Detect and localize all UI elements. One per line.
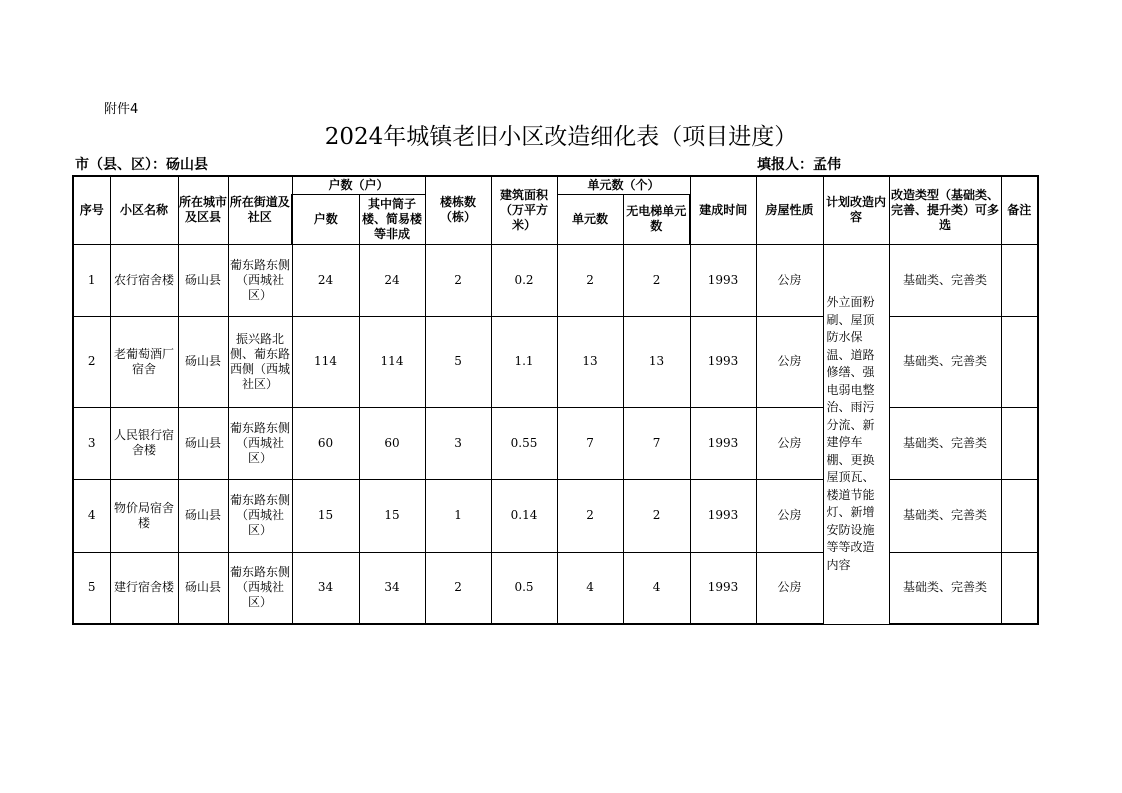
header-units-noelev: 无电梯单元数: [623, 194, 690, 244]
cell-buildings: 3: [425, 407, 491, 479]
header-units: 单元数（个）: [557, 176, 690, 194]
cell-area: 0.2: [491, 244, 557, 316]
cell-remark: [1001, 552, 1038, 624]
cell-seq: 1: [73, 244, 110, 316]
city-label: 市（县、区）：砀山县: [75, 157, 208, 173]
cell-remark: [1001, 316, 1038, 407]
header-street: 所在街道及社区: [228, 176, 292, 244]
cell-households-sub: 60: [359, 407, 425, 479]
table-row: [73, 479, 1038, 552]
cell-property: 公房: [756, 316, 823, 407]
header-households-total: 户数: [292, 194, 359, 244]
cell-buildings: 2: [425, 244, 491, 316]
header-row-1: [73, 176, 1038, 194]
cell-units: 7: [557, 407, 623, 479]
cell-remark: [1001, 479, 1038, 552]
cell-buildings: 5: [425, 316, 491, 407]
cell-area: 0.55: [491, 407, 557, 479]
header-name: 小区名称: [110, 176, 178, 244]
cell-county: 砀山县: [178, 552, 228, 624]
table-row: [73, 244, 1038, 316]
header-seq: 序号: [73, 176, 110, 244]
cell-plan: 外立面粉刷、屋顶防水保温、道路修缮、强电弱电整治、雨污分流、新建停车棚、更换屋顶瓦、楼道节能灯、新增安防设施等等改造内容: [823, 244, 889, 624]
cell-year: 1993: [690, 407, 756, 479]
cell-units: 13: [557, 316, 623, 407]
cell-households: 114: [292, 316, 359, 407]
cell-name: 建行宿舍楼: [110, 552, 178, 624]
header-county: 所在城市及区县: [178, 176, 228, 244]
cell-type: 基础类、完善类: [889, 479, 1001, 552]
header-plan: 计划改造内容: [823, 176, 889, 244]
cell-units-noelev: 7: [623, 407, 690, 479]
cell-seq: 2: [73, 316, 110, 407]
header-buildings: 楼栋数（栋）: [425, 176, 491, 244]
header-area: 建筑面积（万平方米）: [491, 176, 557, 244]
cell-area: 0.5: [491, 552, 557, 624]
cell-street: 葡东路东侧（西城社区）: [228, 552, 292, 624]
cell-seq: 3: [73, 407, 110, 479]
cell-name: 农行宿舍楼: [110, 244, 178, 316]
cell-remark: [1001, 407, 1038, 479]
cell-street: 葡东路东侧（西城社区）: [228, 407, 292, 479]
cell-households-sub: 24: [359, 244, 425, 316]
renovation-table: [72, 175, 1039, 625]
table-row: [73, 407, 1038, 479]
cell-year: 1993: [690, 552, 756, 624]
table-row: [73, 552, 1038, 624]
header-households-sub: 其中筒子楼、简易楼等非成: [359, 194, 425, 244]
cell-remark: [1001, 244, 1038, 316]
cell-units: 4: [557, 552, 623, 624]
cell-property: 公房: [756, 479, 823, 552]
document-title: 2024年城镇老旧小区改造细化表（项目进度）: [324, 124, 798, 150]
cell-households-sub: 114: [359, 316, 425, 407]
cell-units-noelev: 2: [623, 244, 690, 316]
cell-type: 基础类、完善类: [889, 244, 1001, 316]
cell-street: 葡东路东侧（西城社区）: [228, 244, 292, 316]
filler-label: 填报人：孟伟: [757, 157, 841, 173]
header-remark: 备注: [1001, 176, 1038, 244]
cell-property: 公房: [756, 552, 823, 624]
cell-units-noelev: 4: [623, 552, 690, 624]
cell-units: 2: [557, 479, 623, 552]
cell-units-noelev: 13: [623, 316, 690, 407]
cell-households: 34: [292, 552, 359, 624]
cell-property: 公房: [756, 244, 823, 316]
cell-street: 振兴路北侧、葡东路西侧（西城社区）: [228, 316, 292, 407]
cell-seq: 5: [73, 552, 110, 624]
cell-households-sub: 15: [359, 479, 425, 552]
attachment-label: 附件4: [104, 102, 139, 117]
cell-name: 人民银行宿舍楼: [110, 407, 178, 479]
cell-buildings: 1: [425, 479, 491, 552]
cell-county: 砀山县: [178, 479, 228, 552]
cell-name: 老葡萄酒厂宿舍: [110, 316, 178, 407]
cell-type: 基础类、完善类: [889, 316, 1001, 407]
cell-units-noelev: 2: [623, 479, 690, 552]
cell-seq: 4: [73, 479, 110, 552]
cell-type: 基础类、完善类: [889, 407, 1001, 479]
header-households: 户数（户）: [292, 176, 425, 194]
cell-county: 砀山县: [178, 244, 228, 316]
cell-area: 0.14: [491, 479, 557, 552]
cell-year: 1993: [690, 479, 756, 552]
cell-property: 公房: [756, 407, 823, 479]
cell-households: 60: [292, 407, 359, 479]
cell-area: 1.1: [491, 316, 557, 407]
cell-county: 砀山县: [178, 407, 228, 479]
cell-households: 15: [292, 479, 359, 552]
cell-year: 1993: [690, 316, 756, 407]
cell-households: 24: [292, 244, 359, 316]
table-row: [73, 316, 1038, 407]
cell-buildings: 2: [425, 552, 491, 624]
header-year: 建成时间: [690, 176, 756, 244]
cell-type: 基础类、完善类: [889, 552, 1001, 624]
header-property: 房屋性质: [756, 176, 823, 244]
header-type: 改造类型（基础类、完善、提升类）可多选: [889, 176, 1001, 244]
header-units-total: 单元数: [557, 194, 623, 244]
cell-households-sub: 34: [359, 552, 425, 624]
cell-county: 砀山县: [178, 316, 228, 407]
cell-street: 葡东路东侧（西城社区）: [228, 479, 292, 552]
cell-name: 物价局宿舍楼: [110, 479, 178, 552]
cell-year: 1993: [690, 244, 756, 316]
cell-units: 2: [557, 244, 623, 316]
